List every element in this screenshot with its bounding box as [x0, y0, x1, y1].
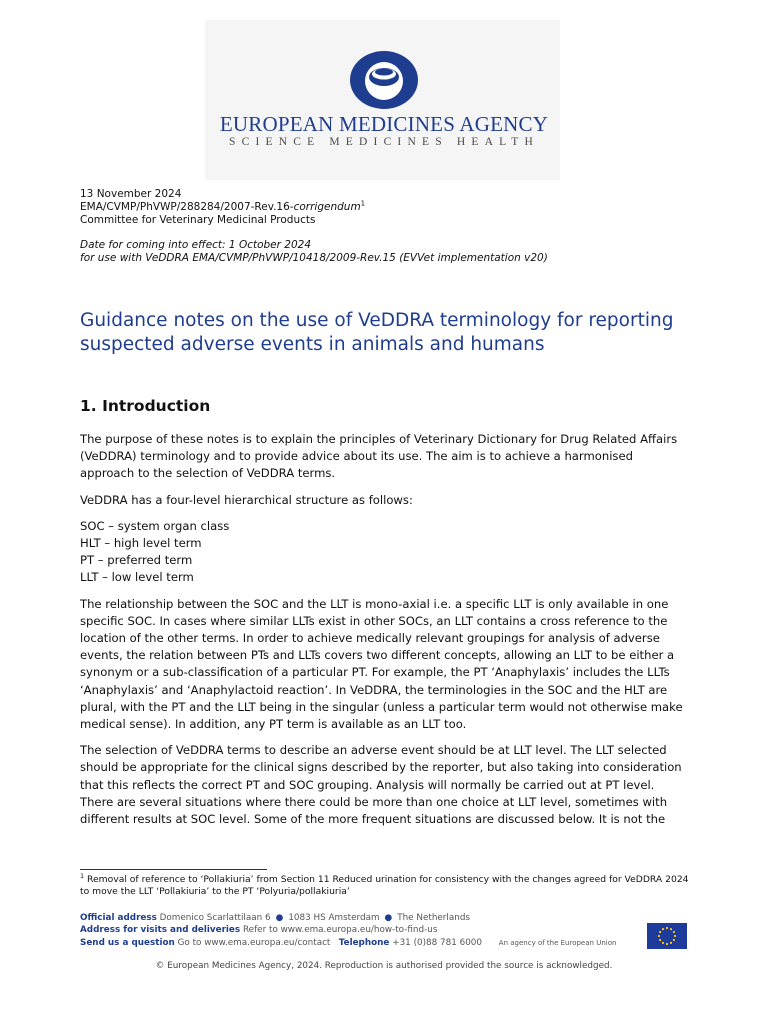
list-item: HLT – high level term: [80, 536, 202, 551]
list-item: LLT – low level term: [80, 570, 194, 585]
telephone-label: Telephone: [338, 937, 390, 948]
list-item: SOC – system organ class: [80, 518, 230, 533]
ema-logo-icon: [349, 50, 419, 110]
question-label: Send us a question: [80, 937, 175, 948]
separator-dot-icon: ●: [275, 913, 284, 923]
visits-label: Address for visits and deliveries: [80, 925, 241, 936]
reference-main: EMA/CVMP/PhVWP/288284/2007-Rev.16-: [80, 201, 294, 213]
footnote-text: Removal of reference to ‘Pollakiuria’ from Section 11 Reduced urination for consistency with the changes agreed for VeDDRA 2024 to move the LLT ‘Pollakiuria’ to the PT ‘Polyuria/pollakiuria’: [80, 874, 689, 897]
paragraph-purpose: The purpose of these notes is to explain the principles of Veterinary Dictionary for Drug Related Affairs (VeDDRA) terminology and to provide advice about its use. The aim is to achieve a harmonised approach to the selection of VeDDRA terms.: [80, 432, 678, 481]
official-street: Domenico Scarlattilaan 6: [159, 913, 271, 923]
reference-suffix: corrigendum: [293, 201, 361, 213]
footnote: [80, 871, 690, 897]
address-footer: [80, 912, 616, 949]
eu-flag-icon: [647, 923, 687, 949]
reference-footnote-marker: 1: [360, 199, 366, 208]
copyright-notice: © European Medicines Agency, 2024. Reproduction is authorised provided the source is acknowledged.: [155, 961, 613, 971]
eu-agency-note: An agency of the European Union: [498, 938, 617, 947]
paragraph-selection: The selection of VeDDRA terms to describe an adverse event should be at LLT level. The LLT selected should be appropriate for the clinical signs described by the reporter, but also taking into consideration that this reflects the correct PT and SOC grouping. Analysis will normally be carried out at PT level. There are several situations where there could be more than one choice at LLT level, sometimes with different results at SOC level. Some of the more frequent situations are discussed below. It is not the: [80, 743, 682, 827]
visits-link[interactable]: Refer to www.ema.europa.eu/how-to-find-us: [242, 925, 438, 936]
official-country: The Netherlands: [397, 913, 470, 923]
committee-name: Committee for Veterinary Medicinal Products: [80, 214, 316, 226]
footnote-divider: [80, 869, 267, 870]
official-address-line: [80, 912, 616, 924]
contact-line: [80, 937, 616, 949]
page-title: Guidance notes on the use of VeDDRA terminology for reporting suspected adverse events in animals and humans: [80, 310, 674, 355]
document-effective-info: [80, 239, 548, 265]
paragraph-structure: VeDDRA has a four-level hierarchical structure as follows:: [80, 492, 413, 507]
document-meta: [80, 188, 365, 227]
question-link[interactable]: Go to www.ema.europa.eu/contact: [177, 937, 331, 948]
agency-name: EUROPEAN MEDICINES AGENCY: [219, 112, 549, 136]
telephone-number: +31 (0)88 781 6000: [392, 937, 482, 948]
agency-tagline: SCIENCE MEDICINES HEALTH: [228, 136, 539, 148]
footnote-marker: 1: [80, 871, 85, 880]
effective-date: Date for coming into effect: 1 October 2024: [80, 239, 312, 251]
document-date: 13 November 2024: [80, 188, 182, 200]
official-city: 1083 HS Amsterdam: [288, 913, 380, 923]
paragraph-relationship: The relationship between the SOC and the LLT is mono-axial i.e. a specific LLT is only available in one specific SOC. In cases where similar LLTs exist in other SOCs, an LLT contains a cross reference to the location of the other terms. In order to achieve medically relevant groupings for analysis of adverse events, the relation between PTs and LLTs covers two different concepts, allowing an LLT to be either a synonym or a sub-classification of a particular PT. For example, the PT ‘Anaphylaxis’ includes the LLTs ‘Anaphylaxis’ and ‘Anaphylactoid reaction’. In VeDDRA, the terminologies in the SOC and the HLT are plural, with the PT and the LLT being in the singular (unless a particular term would not otherwise make medical sense). In addition, any PT term is available as an LLT too.: [80, 596, 683, 732]
term-list: [80, 518, 690, 587]
section-body: [80, 431, 690, 837]
for-use-with: for use with VeDDRA EMA/CVMP/PhVWP/10418/2009-Rev.15 (EVVet implementation v20): [80, 252, 548, 264]
document-reference: [80, 201, 365, 214]
official-address-label: Official address: [80, 913, 157, 923]
list-item: PT – preferred term: [80, 553, 193, 568]
section-heading: 1. Introduction: [80, 397, 211, 415]
separator-dot-icon: ●: [384, 913, 393, 923]
visits-line: [80, 924, 616, 936]
